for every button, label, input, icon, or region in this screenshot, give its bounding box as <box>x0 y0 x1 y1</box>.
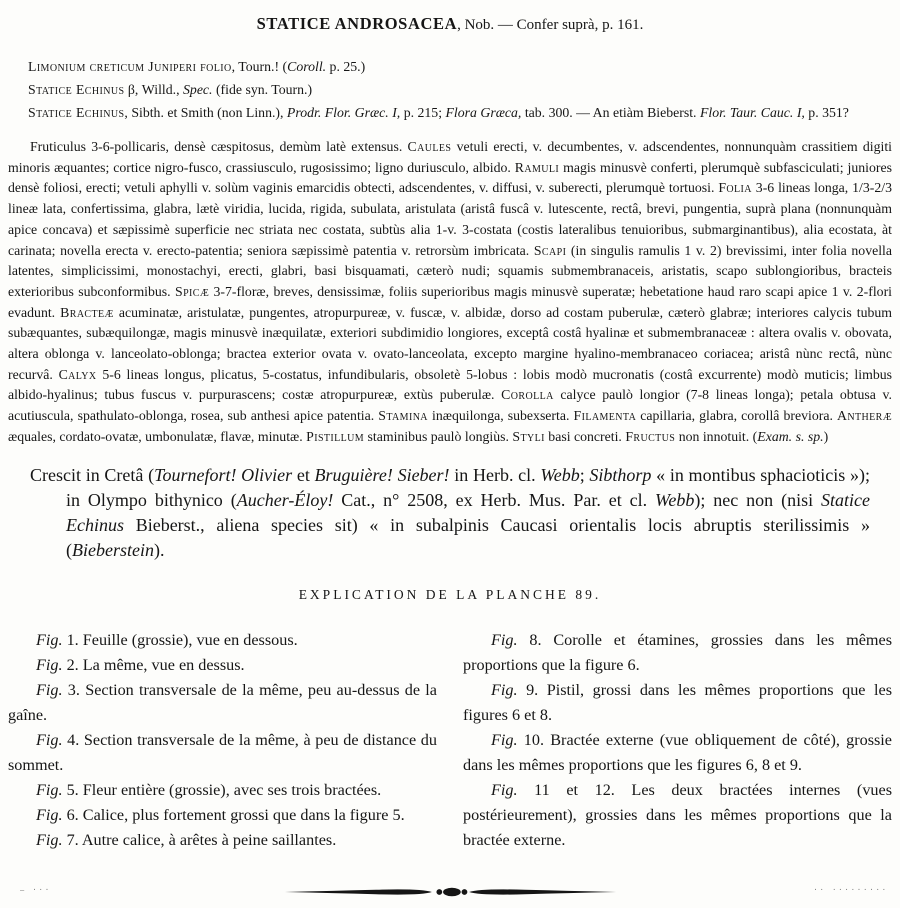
text-segment: Fructus <box>625 428 676 444</box>
text-segment: Coroll. <box>287 59 327 74</box>
text-segment: Aucher-Éloy! <box>236 489 334 510</box>
text-segment: Fig. <box>36 730 63 749</box>
text-segment: Stamina <box>378 408 428 424</box>
text-segment: Tournefort! Olivier <box>154 464 293 485</box>
text-segment: Fig. <box>491 730 518 749</box>
synonymy-entry <box>8 55 892 78</box>
text-segment: Flora Græca, <box>445 105 522 120</box>
figure-caption <box>8 778 437 803</box>
text-segment: Fig. <box>36 780 63 799</box>
habitat-paragraph <box>30 463 870 563</box>
figure-caption <box>463 728 892 778</box>
synonymy-entry <box>8 101 892 124</box>
text-segment: ; <box>579 464 590 485</box>
text-segment: Webb <box>540 464 580 485</box>
text-segment: Limonium creticum Juniperi folio <box>28 59 232 74</box>
text-segment: Filamenta <box>573 408 637 424</box>
text-segment: Fruticulus 3-6-pollicaris, densè cæspitosus, demùm latè extensus. <box>30 139 408 154</box>
text-segment: Statice Echinus <box>28 105 125 120</box>
text-segment: Scapi <box>533 242 567 258</box>
text-segment: Fig. <box>36 805 63 824</box>
text-segment: Fig. <box>491 630 518 649</box>
text-segment: β, Willd., <box>124 82 184 97</box>
text-segment: Sibthorp <box>589 464 652 485</box>
text-segment: 6. Calice, plus fortement grossi que dans la figure 5. <box>62 805 405 824</box>
figure-caption <box>463 678 892 728</box>
text-segment: Pistillum <box>306 428 365 444</box>
text-segment: (in singulis ramulis 1 v. 2) brevissimi, inter folia novella latentes, simplicissimi, monostachyi, erecti, glabri, basi bisquamati, cæterò nudi; squamis submembranaceis, aristatis, scapo sublongioribus, bracteis exterioribus subconformibus. <box>8 242 893 299</box>
text-segment: basi concreti. <box>544 428 626 444</box>
text-segment: staminibus paulò longiùs. <box>364 428 513 444</box>
text-segment: tab. 300. — An etiàm Bieberst. <box>521 105 700 120</box>
text-segment: « in montibus sphacioticis »); in Olympo bithynico ( <box>66 464 870 510</box>
synonymy-entry <box>8 78 892 101</box>
text-segment: Fig. <box>36 655 63 674</box>
figure-caption <box>463 778 892 853</box>
text-segment: 9. Pistil, grossi dans les mêmes proportions que les figures 6 et 8. <box>463 680 892 724</box>
text-segment: 4. Section transversale de la même, à peu de distance du sommet. <box>8 730 437 774</box>
figure-caption <box>8 728 437 778</box>
text-segment: Folia <box>718 180 752 196</box>
text-segment: (fide syn. Tourn.) <box>212 82 313 97</box>
text-segment: ) <box>823 428 829 444</box>
text-segment: et <box>292 464 315 485</box>
text-segment: 10. Bractée externe (vue obliquement de côté), grossie dans les mêmes proportions que les figures 6, 8 et 9. <box>463 730 892 774</box>
text-segment: p. 351? <box>804 105 849 120</box>
text-segment: 2. La même, vue en dessus. <box>62 655 245 674</box>
figures-right-column <box>463 628 892 853</box>
figure-caption <box>8 653 437 678</box>
scan-artifact: ·· ········· <box>813 886 888 894</box>
synonymy-list <box>8 55 892 124</box>
text-segment: Caules <box>407 139 452 154</box>
text-segment: 11 et 12. Les deux bractées internes (vues postérieurement), grossies dans les mêmes proportions que la bractée externe. <box>463 780 892 849</box>
text-segment: magis minusvè conferti, plerumquè subfasciculati; juniores densè foliosi, erecti; vetuli aphylli v. solùm vaginis emarcidis obtecti, adscendentes, v. diffusi, v. suberecti, plerumquè tortuosi. <box>8 159 892 196</box>
figure-caption <box>463 628 892 678</box>
text-segment: Exam. s. sp. <box>757 428 824 444</box>
text-segment: 8. Corolle et étamines, grossies dans les mêmes proportions que la figure 6. <box>463 630 892 674</box>
text-segment: Fig. <box>36 830 63 849</box>
species-name: STATICE ANDROSACEA <box>256 14 458 33</box>
text-segment: Crescit in Cretâ ( <box>30 464 155 485</box>
figures-left-column <box>8 628 437 853</box>
page-title <box>8 14 892 34</box>
text-segment: Antheræ <box>837 408 892 424</box>
text-segment: Fig. <box>36 630 63 649</box>
plate-heading: EXPLICATION DE LA PLANCHE 89. <box>298 586 602 602</box>
text-segment: vetuli erecti, v. decumbentes, v. adscendentes, nonnunquàm crassitiem digiti minoris æquantes; cortice nigro-fusco, crassiusculo, rugosissimo; ligno duriusculo, albido. <box>8 139 892 175</box>
text-segment: Styli <box>512 428 545 444</box>
text-segment: Statice Echinus <box>28 82 125 97</box>
figure-caption <box>8 828 437 853</box>
text-segment: inæquilonga, subexserta. <box>427 408 574 424</box>
text-segment: 5-6 lineas longus, plicatus, 5-costatus, infundibularis, obsoletè 5-lobus : lobis modò mucronatis (costâ excurrente) modò muticis; limbus albido-hyalinus; tubus fuscus v. purpurascens; costæ atropurpureæ, extùs puberulæ. <box>8 366 892 403</box>
text-segment: 7. Autre calice, à arêtes à peine saillantes. <box>62 830 337 849</box>
text-segment: Fig. <box>36 680 63 699</box>
text-segment: acuminatæ, aristulatæ, pungentes, atropurpureæ, v. fuscæ, v. albidæ, dorso ad costam puberulæ, cæterò glabræ; interiores calycis tubum subæquantes, subæquilongæ, magis minusvè inæquilatæ, exteriori subdimidio longiores, exceptâ costâ hyalinæ et submembranaceæ : altera ovalis v. obovata, altera oblonga v. lanceolato-oblonga; bractea exterior ovata v. ovato-lanceolata, excepto margine hyalino-membranaceo coriacea; aristâ nùnc rectâ, nùnc recurvâ. <box>8 304 892 382</box>
text-segment: 5. Fleur entière (grossie), avec ses trois bractées. <box>62 780 382 799</box>
text-segment: Flor. Taur. Cauc. I, <box>699 105 805 120</box>
title-annotation: , Nob. — Confer suprà, p. 161. <box>457 17 644 33</box>
text-segment: Bieberst., aliena species sit) « in subalpinis Caucasi orientalis locis abruptis sterilissimis » ( <box>66 514 870 560</box>
text-segment: Statice Echinus <box>66 489 870 535</box>
text-segment: ); nec non (nisi <box>694 489 821 510</box>
text-segment: , Sibth. et Smith (non Linn.), <box>124 105 287 120</box>
text-segment: æquales, cordato-ovatæ, umbonulatæ, flavæ, minutæ. <box>8 428 307 444</box>
text-segment: 3. Section transversale de la même, peu au-dessus de la gaîne. <box>8 680 437 724</box>
text-segment: Fig. <box>491 680 518 699</box>
text-segment: non innotuit. ( <box>675 428 758 444</box>
text-segment: Fig. <box>491 780 518 799</box>
text-segment: in Herb. cl. <box>449 464 541 485</box>
text-segment: Bruguière! Sieber! <box>314 464 450 485</box>
figure-explanations <box>8 628 892 853</box>
text-segment: 1. Feuille (grossie), vue en dessous. <box>62 630 298 649</box>
text-segment: capillaria, glabra, corollâ breviora. <box>636 408 837 424</box>
ornament-divider-icon <box>283 884 618 900</box>
text-segment: Bieberstein <box>72 539 154 560</box>
text-segment: 3-7-floræ, breves, densissimæ, foliis superioribus magis minusvè superatæ; hebetatione haud raro scapi apice 1 v. 2-flori evadunt. <box>8 283 892 320</box>
text-segment: Ramuli <box>514 159 560 175</box>
text-segment: Calyx <box>58 366 97 382</box>
text-segment: 3-6 lineas longa, 1/3-2/3 lineæ lata, confertissima, glabra, lætè viridia, lucida, rigida, subulata, aristulata (aristâ fuscâ v. lutescente, rectâ, brevi, pungentia, suprà plana (nonnunquàm apice concava) et sæpissimè superficie nec striata nec costata, subtùs alia 1-v. 3-costata (costis lateralibus tenuioribus, submarginantibus), alia ecostata, àt carinata; novella erecta v. erecto-patentia; seniora sæpissimè patentia v. retrorsùm imbricata. <box>8 180 892 258</box>
text-segment: Bracteæ <box>60 304 114 320</box>
text-segment: Spicæ <box>175 283 210 299</box>
text-segment: p. 215; <box>400 105 446 120</box>
text-segment: p. 25.) <box>326 59 366 74</box>
figure-caption <box>8 803 437 828</box>
text-segment: ). <box>153 539 165 560</box>
scan-artifact: — ··· <box>20 886 52 894</box>
figure-caption <box>8 678 437 728</box>
text-segment: Spec. <box>183 82 213 97</box>
text-segment: Prodr. Flor. Græc. I, <box>286 105 401 120</box>
text-segment: calyce paulò longior (7-8 lineas longa); petala obtusa v. acutiuscula, spathulato-oblonga, rosea, sub anthesi apice patentia. <box>8 387 893 424</box>
text-segment: , Tourn.! ( <box>231 59 288 74</box>
text-segment: Corolla <box>501 387 554 403</box>
description-paragraph <box>8 137 892 448</box>
text-segment: Webb <box>655 489 695 510</box>
text-segment: Cat., n° 2508, ex Herb. Mus. Par. et cl. <box>333 489 656 510</box>
figure-caption <box>8 628 437 653</box>
